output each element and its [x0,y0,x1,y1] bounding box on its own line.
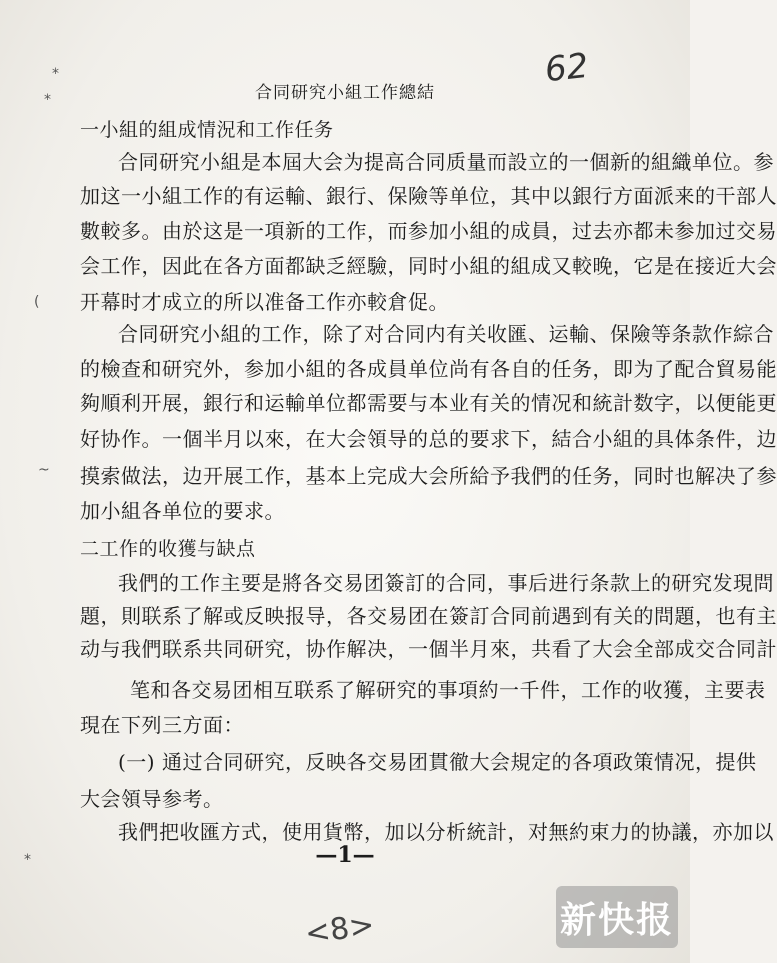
section-heading: 二工作的收獲与缺点 [80,538,256,560]
text-line: 大会領导参考。 [80,787,224,811]
text-line: 夠順利开展，銀行和运輸单位都需要与本业有关的情况和統計数字，以便能更 [80,391,777,415]
section-heading: 一小組的組成情況和工作任务 [80,119,334,141]
text-line: (一) 通过合同研究，反映各交易团貫徹大会規定的各項政策情况，提供 [118,750,757,774]
margin-mark: ( [34,294,40,310]
text-line: 会工作，因此在各方面都缺乏經驗，同时小組的組成又較晚，它是在接近大会 [80,254,777,278]
page-number: —1— [315,842,375,868]
text-line: 數較多。由於这是一項新的工作，而参加小組的成員，过去亦都未参加过交易 [80,219,777,243]
text-line: 我們把收匯方式，使用貨幣，加以分析統計，对無約束力的协議，亦加以 [118,820,774,844]
text-line: 合同研究小組是本屆大会为提高合同质量而設立的一個新的組織单位。参 [118,150,774,174]
watermark-text: 新快报 [559,899,674,941]
text-line: 現在下列三方面： [80,713,244,737]
text-line: 的檢查和研究外，参加小組的各成員单位尚有各自的任务，即为了配合貿易能 [80,357,777,381]
margin-mark: * [52,66,59,82]
handwritten-archive-number: <8> [302,907,377,952]
newspaper-watermark-logo [556,886,678,948]
margin-mark: ~ [38,462,50,478]
text-line: 笔和各交易团相互联系了解研究的事項約一千件，工作的收獲，主要表 [130,678,766,702]
text-line: 开幕时才成立的所以准备工作亦較倉促。 [80,290,449,314]
text-line: 我們的工作主要是將各交易团簽訂的合同，事后进行条款上的研究发現問 [118,571,774,595]
text-line: 加这一小組工作的有运輸、銀行、保險等单位，其中以銀行方面派来的干部人 [80,184,777,208]
margin-mark: * [44,92,51,108]
document-title: 合同研究小組工作總結 [255,83,435,103]
text-line: 合同研究小組的工作，除了对合同内有关收匯、运輸、保險等条款作綜合 [118,322,774,346]
text-line: 动与我們联系共同研究，协作解决，一個半月來，共看了大会全部成交合同計 [80,637,777,661]
handwritten-page-mark: 62 [543,45,591,91]
text-line: 加小組各单位的要求。 [80,499,285,523]
margin-mark: * [24,852,31,868]
text-line: 題，則联系了解或反映报导，各交易团在簽訂合同前遇到有关的問題，也有主 [80,604,777,628]
text-line: 好协作。一個半月以來，在大会領导的总的要求下，結合小組的具体条件，边 [80,427,777,451]
text-line: 摸索做法，边开展工作，基本上完成大会所給予我們的任务，同时也解决了参 [80,464,777,488]
